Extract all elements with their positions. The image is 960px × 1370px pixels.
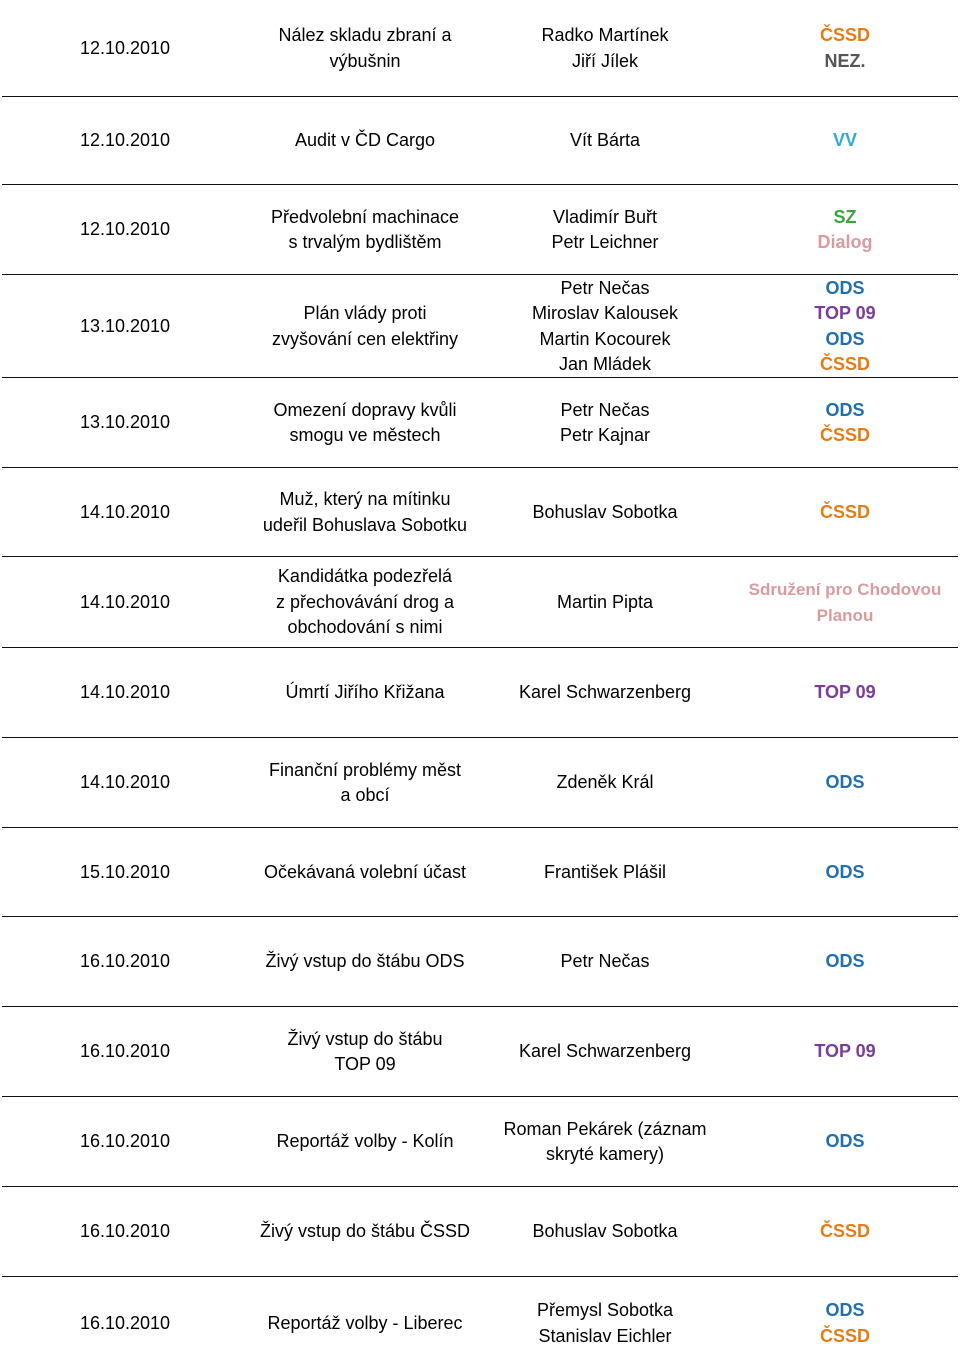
person-name: Radko Martínek	[541, 25, 669, 45]
party-label: VV	[832, 130, 857, 151]
topic-cell	[250, 1007, 480, 1097]
party-cell	[730, 1187, 960, 1277]
person-name: Petr Leichner	[551, 232, 659, 252]
party-label: TOP 09	[814, 682, 876, 703]
date-cell	[0, 828, 250, 917]
topic-cell	[250, 468, 480, 557]
person-name: Petr Nečas	[560, 951, 650, 972]
party-label: Sdružení pro Chodovou	[748, 580, 942, 599]
date-text: 16.10.2010	[79, 1312, 171, 1333]
date-cell	[0, 97, 250, 185]
topic-cell	[250, 917, 480, 1007]
person-name: Bohuslav Sobotka	[532, 1221, 678, 1242]
topic-cell	[250, 828, 480, 917]
party-cell	[730, 828, 960, 917]
person-name: Přemysl Sobotka	[536, 1300, 674, 1320]
person-name: Vladimír Buřt	[552, 206, 658, 227]
table-row	[0, 468, 960, 557]
table-row	[0, 917, 960, 1007]
party-cell	[730, 1277, 960, 1370]
table-row	[0, 557, 960, 648]
person-name: Bohuslav Sobotka	[532, 501, 678, 522]
topic-line: Finanční problémy měst	[268, 759, 462, 780]
table-row	[0, 738, 960, 828]
party-label: ODS	[825, 1300, 865, 1320]
party-label: TOP 09	[814, 1041, 876, 1062]
topic-line: Nález skladu zbraní a	[278, 25, 452, 45]
person-name: Zdeněk Král	[556, 772, 654, 793]
persons-cell	[480, 1007, 730, 1097]
party-label: ČSSD	[819, 1221, 870, 1242]
topic-line: smogu ve městech	[289, 425, 441, 445]
persons-cell	[480, 0, 730, 97]
topic-line: Úmrtí Jiřího Křižana	[285, 682, 445, 703]
date-text: 16.10.2010	[79, 951, 171, 972]
date-text: 14.10.2010	[79, 682, 171, 703]
party-cell	[730, 917, 960, 1007]
topic-line: udeřil Bohuslava Sobotku	[262, 514, 468, 535]
persons-cell	[480, 828, 730, 917]
party-label: ODS	[825, 861, 865, 882]
person-name: Jan Mládek	[558, 354, 652, 374]
topic-cell	[250, 185, 480, 275]
persons-cell	[480, 275, 730, 378]
topic-line: Očekávaná volební účast	[263, 861, 467, 882]
date-text: 16.10.2010	[79, 1221, 171, 1242]
topic-cell	[250, 1097, 480, 1187]
topic-line: s trvalým bydlištěm	[288, 232, 442, 252]
party-cell	[730, 97, 960, 185]
party-cell	[730, 185, 960, 275]
date-text: 15.10.2010	[79, 861, 171, 882]
topic-line: Plán vlády proti	[303, 303, 427, 323]
date-text: 14.10.2010	[79, 772, 171, 793]
person-name: Roman Pekárek (záznam	[503, 1118, 707, 1139]
party-label: ČSSD	[819, 354, 870, 374]
party-label: ODS	[825, 951, 865, 972]
persons-cell	[480, 97, 730, 185]
party-label: ČSSD	[819, 25, 870, 45]
table-row	[0, 1277, 960, 1370]
person-name: Petr Kajnar	[559, 425, 651, 445]
date-text: 12.10.2010	[79, 37, 171, 58]
topic-line: Živý vstup do štábu ČSSD	[259, 1221, 471, 1242]
person-name: Petr Nečas	[560, 399, 650, 420]
party-label: ČSSD	[819, 501, 870, 522]
topic-cell	[250, 648, 480, 738]
table-row	[0, 0, 960, 97]
party-label: TOP 09	[814, 303, 876, 323]
person-name: skryté kamery)	[545, 1144, 664, 1164]
table-row	[0, 97, 960, 185]
table-row	[0, 275, 960, 378]
table-row	[0, 378, 960, 468]
party-cell	[730, 648, 960, 738]
table-row	[0, 1007, 960, 1097]
topic-line: z přechovávání drog a	[275, 591, 455, 612]
table-row	[0, 828, 960, 917]
topic-cell	[250, 97, 480, 185]
topic-line: Reportáž volby - Kolín	[276, 1131, 454, 1152]
table-row	[0, 1187, 960, 1277]
topic-cell	[250, 1277, 480, 1370]
person-name: Vít Bárta	[569, 130, 641, 151]
topic-line: a obcí	[340, 785, 390, 805]
person-name: Stanislav Eichler	[538, 1325, 672, 1346]
date-cell	[0, 468, 250, 557]
party-cell	[730, 0, 960, 97]
persons-cell	[480, 185, 730, 275]
persons-cell	[480, 1187, 730, 1277]
party-cell	[730, 275, 960, 378]
topic-line: Muž, který na mítinku	[279, 489, 451, 509]
date-cell	[0, 557, 250, 648]
topic-line: výbušnin	[329, 50, 401, 71]
person-name: Martin Pipta	[556, 591, 654, 612]
topic-cell	[250, 0, 480, 97]
party-label: ODS	[825, 328, 865, 349]
topic-cell	[250, 275, 480, 378]
date-cell	[0, 1277, 250, 1370]
date-text: 16.10.2010	[79, 1041, 171, 1062]
date-cell	[0, 917, 250, 1007]
persons-cell	[480, 378, 730, 468]
date-cell	[0, 378, 250, 468]
date-text: 16.10.2010	[79, 1131, 171, 1152]
table-row	[0, 185, 960, 275]
party-label: ODS	[825, 772, 865, 793]
person-name: Jiří Jílek	[571, 50, 638, 71]
party-cell	[730, 1007, 960, 1097]
date-cell	[0, 1187, 250, 1277]
person-name: František Plášil	[543, 861, 667, 882]
date-text: 12.10.2010	[79, 219, 171, 240]
topic-line: zvyšování cen elektřiny	[271, 328, 459, 349]
topic-cell	[250, 738, 480, 828]
date-text: 12.10.2010	[79, 130, 171, 151]
party-label: ODS	[825, 399, 865, 420]
persons-cell	[480, 1097, 730, 1187]
table-row	[0, 1097, 960, 1187]
topic-cell	[250, 378, 480, 468]
topic-line: Audit v ČD Cargo	[294, 130, 436, 151]
person-name: Karel Schwarzenberg	[518, 1041, 692, 1062]
person-name: Karel Schwarzenberg	[518, 682, 692, 703]
topic-line: Reportáž volby - Liberec	[267, 1312, 463, 1333]
topic-line: Omezení dopravy kvůli	[273, 399, 457, 420]
person-name: Petr Nečas	[560, 277, 650, 298]
date-text: 13.10.2010	[79, 412, 171, 433]
date-cell	[0, 1097, 250, 1187]
persons-cell	[480, 738, 730, 828]
persons-cell	[480, 1277, 730, 1370]
party-label: ODS	[825, 277, 865, 298]
party-cell	[730, 468, 960, 557]
party-cell	[730, 738, 960, 828]
topic-line: TOP 09	[334, 1054, 396, 1074]
table-row	[0, 648, 960, 738]
party-label: ČSSD	[819, 1325, 870, 1346]
date-text: 13.10.2010	[79, 315, 171, 336]
topic-line: Živý vstup do štábu ODS	[265, 951, 465, 972]
persons-cell	[480, 917, 730, 1007]
person-name: Martin Kocourek	[539, 328, 671, 349]
date-cell	[0, 648, 250, 738]
persons-cell	[480, 468, 730, 557]
party-label: ČSSD	[819, 425, 870, 445]
persons-cell	[480, 557, 730, 648]
party-label: ODS	[825, 1131, 865, 1152]
date-cell	[0, 0, 250, 97]
date-cell	[0, 275, 250, 378]
party-cell	[730, 1097, 960, 1187]
date-text: 14.10.2010	[79, 591, 171, 612]
topic-cell	[250, 557, 480, 648]
persons-cell	[480, 648, 730, 738]
date-cell	[0, 185, 250, 275]
party-cell	[730, 557, 960, 648]
date-text: 14.10.2010	[79, 501, 171, 522]
topic-cell	[250, 1187, 480, 1277]
person-name: Miroslav Kalousek	[531, 303, 679, 323]
date-cell	[0, 1007, 250, 1097]
party-label: SZ	[833, 206, 857, 227]
topic-line: Kandidátka podezřelá	[277, 566, 453, 587]
topic-line: obchodování s nimi	[287, 617, 443, 638]
party-cell	[730, 378, 960, 468]
party-label: NEZ.	[824, 50, 866, 71]
date-cell	[0, 738, 250, 828]
topic-line: Živý vstup do štábu	[287, 1028, 443, 1049]
topic-line: Předvolební machinace	[270, 206, 460, 227]
party-label: Dialog	[817, 232, 873, 252]
party-label: Planou	[816, 605, 874, 625]
